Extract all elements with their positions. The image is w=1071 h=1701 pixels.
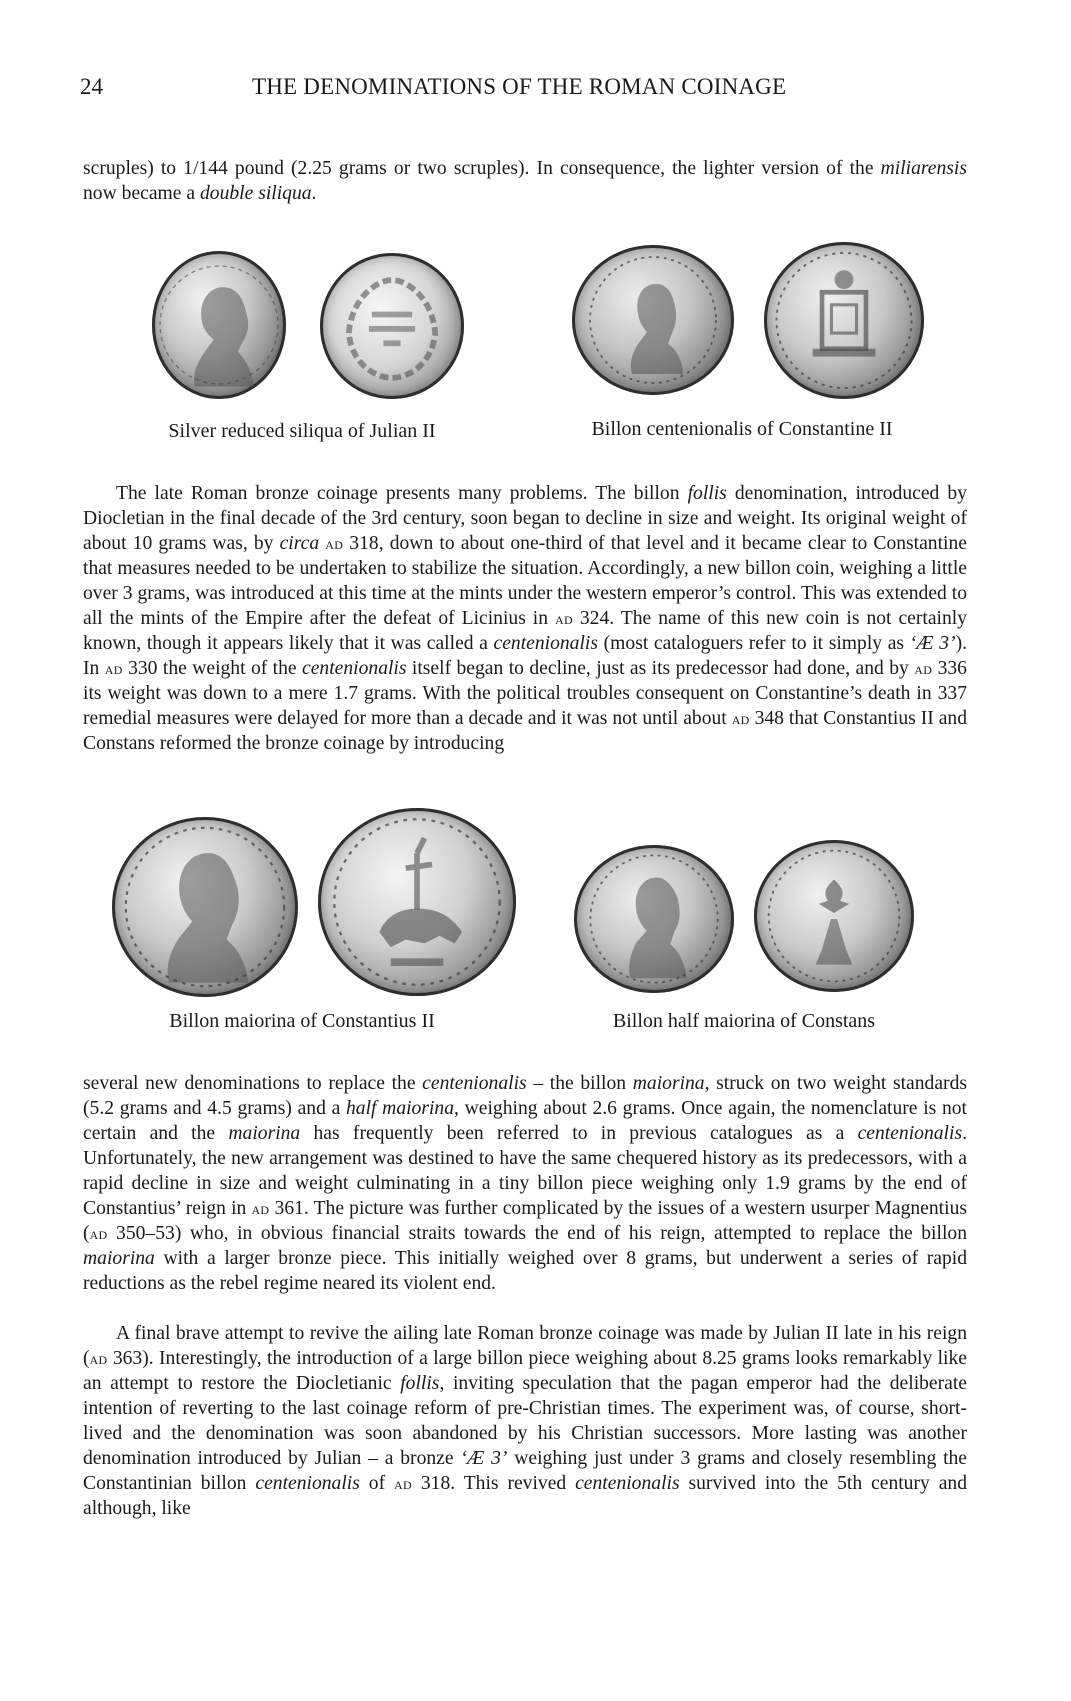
altar-motif <box>764 242 924 399</box>
coin-reverse-image <box>754 840 914 992</box>
coin-obverse-image <box>152 251 286 399</box>
coin-obverse-image <box>572 245 734 395</box>
figure-caption: Silver reduced siliqua of Julian II <box>168 420 436 442</box>
coin-reverse-image <box>320 253 464 399</box>
horseman-motif <box>318 808 516 996</box>
paragraph-1: scruples) to 1/144 pound (2.25 grams or two scruples). In consequence, the lighter version of the miliarensis now became a double siliqua. <box>83 158 967 204</box>
paragraph-4: A final brave attempt to revive the ailing late Roman bronze coinage was made by Julian II late in his reign (ad 363). Interestingly, the introduction of a large billon piece weighing about 8.25 grams looks remarkably like an attempt to restore the Diocletianic follis, inviting speculation that the pagan emperor had the deliberate intention of reverting to the last coinage reform of pre-Christian times. The experiment was, of course, short-lived and the denomination was soon abandoned by his Christian successors. More lasting was another denomination introduced by Julian – a bronze ‘Æ 3’ weighing just under 3 grams and closely resembling the Constantinian billon centenionalis of ad 318. This revived centenionalis survived into the 5th century and although, like <box>83 1323 968 1519</box>
wreath-motif <box>320 253 464 399</box>
running-head <box>80 74 968 106</box>
coin-obverse-image <box>112 817 298 997</box>
coin-reverse-image <box>764 242 924 399</box>
bust-silhouette <box>112 817 298 997</box>
page-number: 24 <box>80 74 103 99</box>
figure-caption: Billon half maiorina of Constans <box>612 1010 876 1032</box>
paragraph-2: The late Roman bronze coinage presents many problems. The billon follis denomination, introduced by Diocletian in the final decade of the 3rd century, soon began to decline in size and weight. Its original weight of about 10 grams was, by circa ad 318, down to about one-third of that level and it became clear to Constantine that measures needed to be undertaken to stabilize the situation. Accordingly, a new billon coin, weighing a little over 3 grams, was introduced at this time at the mints under the western emperor’s control. This was extended to all the mints of the Empire after the defeat of Licinius in ad 324. The name of this new coin is not certainly known, though it appears likely that it was called a centenionalis (most cataloguers refer to it simply as ‘Æ 3’). In ad 330 the weight of the centenionalis itself began to decline, just as its predecessor had done, and by ad 336 its weight was down to a mere 1.7 grams. With the political troubles consequent on Constantine’s death in 337 remedial measures were delayed for more than a decade and it was not until about ad 348 that Constantius II and Constans reformed the bronze coinage by introducing <box>83 483 968 754</box>
coin-reverse-image <box>318 808 516 996</box>
paragraph-3: several new denominations to replace the centenionalis – the billon maiorina, struck on two weight standards (5.2 grams and 4.5 grams) and a half maiorina, weighing about 2.6 grams. Once again, the nomenclature is not certain and the maiorina has frequently been referred to in previous catalogues as a centenionalis. Unfortunately, the new arrangement was destined to have the same chequered history as its predecessors, with a rapid decline in size and weight culminating in a tiny billon piece weighing only 1.9 grams by the end of Constantius’ reign in ad 361. The picture was further complicated by the issues of a western usurper Magnentius (ad 350–53) who, in obvious financial straits towards the end of his reign, attempted to replace the billon maiorina with a larger bronze piece. This initially weighed over 8 grams, but underwent a series of rapid reductions as the rebel regime neared its violent end. <box>83 1073 968 1294</box>
bust-silhouette <box>572 245 734 395</box>
running-title: THE DENOMINATIONS OF THE ROMAN COINAGE <box>252 74 787 99</box>
figure-caption: Billon centenionalis of Constantine II <box>591 418 893 440</box>
bust-silhouette <box>574 845 734 993</box>
phoenix-on-pyre-motif <box>754 840 914 992</box>
bust-silhouette <box>152 251 286 399</box>
figure-caption: Billon maiorina of Constantius II <box>169 1010 435 1032</box>
coin-obverse-image <box>574 845 734 993</box>
